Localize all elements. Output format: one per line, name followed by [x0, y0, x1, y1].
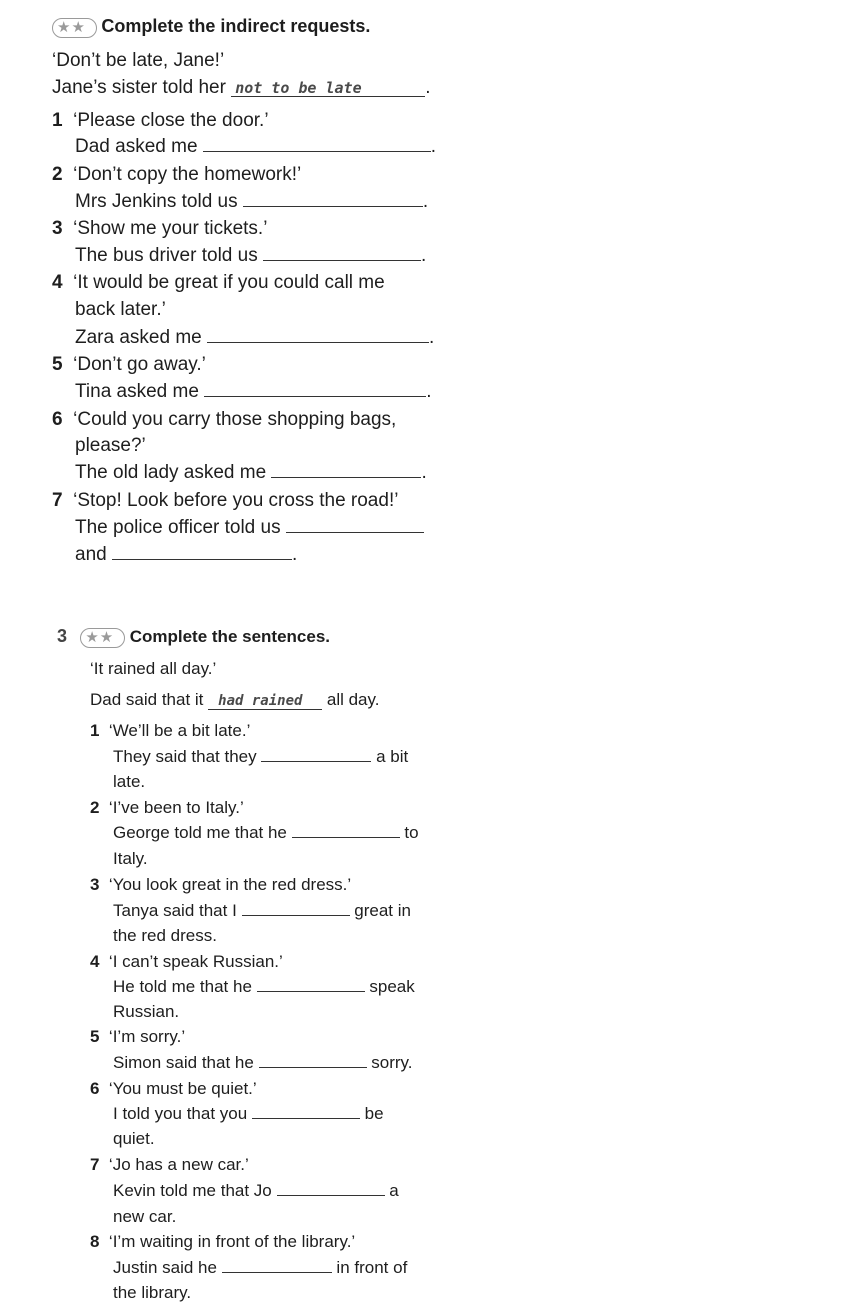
answer-line: Kevin told me that Jo a: [113, 1181, 399, 1200]
exercise-number: 3: [57, 626, 68, 646]
sentence-tail: late.: [113, 772, 146, 791]
answer-blank[interactable]: [243, 192, 423, 207]
sentence-tail: the red dress.: [113, 926, 217, 945]
list-item: 3 ‘You look great in the red dress.’: [90, 875, 352, 894]
answer-blank[interactable]: [242, 901, 350, 916]
exercise-3-header: [57, 626, 330, 648]
list-item: 4 ‘I can’t speak Russian.’: [90, 952, 283, 971]
sentence-tail: Italy.: [113, 849, 148, 868]
answer-line: Tina asked me .: [75, 381, 432, 402]
answer-blank[interactable]: [112, 545, 292, 560]
answer-line: The bus driver told us .: [75, 245, 427, 266]
answer-line: Mrs Jenkins told us .: [75, 191, 429, 212]
answer-blank[interactable]: [207, 328, 429, 343]
list-item: 3 ‘Show me your tickets.’: [52, 218, 268, 239]
answer-blank[interactable]: [261, 747, 371, 762]
ex3-example-answer: had rained: [208, 693, 322, 710]
exercise-3-heading: Complete the sentences.: [129, 627, 330, 646]
answer-blank[interactable]: [257, 977, 365, 992]
answer-blank[interactable]: [292, 823, 400, 838]
answer-line: Dad asked me .: [75, 136, 437, 157]
ex2-example-line: Jane’s sister told her not to be late .: [52, 77, 431, 98]
answer-blank[interactable]: [277, 1181, 385, 1196]
ex3-example-line: Dad said that it had rained all day.: [90, 690, 380, 709]
quote-continuation: back later.’: [75, 299, 166, 320]
answer-line: He told me that he speak: [113, 977, 415, 996]
list-item: 2 ‘I’ve been to Italy.’: [90, 798, 244, 817]
list-item: 8 ‘I’m waiting in front of the library.’: [90, 1232, 356, 1251]
answer-blank[interactable]: [271, 463, 421, 478]
answer-blank[interactable]: [252, 1104, 360, 1119]
ex3-example-quote: ‘It rained all day.’: [90, 659, 217, 678]
answer-line: George told me that he to: [113, 823, 419, 842]
answer-blank[interactable]: [263, 246, 421, 261]
list-item: 7 ‘Stop! Look before you cross the road!’: [52, 490, 399, 511]
answer-blank[interactable]: [203, 137, 431, 152]
sentence-tail: quiet.: [113, 1129, 155, 1148]
answer-line: Simon said that he sorry.: [113, 1053, 413, 1072]
list-item: 5 ‘I’m sorry.’: [90, 1027, 186, 1046]
ex2-example-quote: ‘Don’t be late, Jane!’: [52, 50, 225, 71]
answer-blank[interactable]: [286, 518, 424, 533]
answer-line: The old lady asked me .: [75, 462, 427, 483]
list-item: 6 ‘You must be quiet.’: [90, 1079, 257, 1098]
list-item: 1 ‘We’ll be a bit late.’: [90, 721, 251, 740]
sentence-tail: the library.: [113, 1283, 192, 1302]
answer-line: Tanya said that I great in: [113, 901, 411, 920]
difficulty-stars-icon: ★★: [52, 18, 97, 38]
answer-line: and .: [75, 544, 298, 565]
list-item: 5 ‘Don’t go away.’: [52, 354, 206, 375]
exercise-2-heading: Complete the indirect requests.: [101, 16, 371, 36]
ex2-example-answer: not to be late: [231, 80, 425, 97]
ex2-example-prompt: Jane’s sister told her: [52, 77, 226, 98]
answer-blank[interactable]: [222, 1258, 332, 1273]
sentence-tail: new car.: [113, 1207, 177, 1226]
answer-blank[interactable]: [204, 382, 426, 397]
sentence-tail: Russian.: [113, 1002, 180, 1021]
list-item: 2 ‘Don’t copy the homework!’: [52, 164, 302, 185]
exercise-2-header: [52, 16, 370, 38]
list-item: 6 ‘Could you carry those shopping bags,: [52, 409, 397, 430]
answer-line: I told you that you be: [113, 1104, 384, 1123]
answer-line: Zara asked me .: [75, 327, 435, 348]
answer-blank[interactable]: [259, 1053, 367, 1068]
list-item: 4 ‘It would be great if you could call me: [52, 272, 385, 293]
answer-line: The police officer told us: [75, 517, 424, 539]
quote-continuation: please?’: [75, 435, 146, 456]
difficulty-stars-icon: ★★: [80, 628, 125, 648]
answer-line: Justin said he in front of: [113, 1258, 408, 1277]
list-item: 1 ‘Please close the door.’: [52, 110, 269, 131]
list-item: 7 ‘Jo has a new car.’: [90, 1155, 249, 1174]
answer-line: They said that they a bit: [113, 747, 409, 766]
